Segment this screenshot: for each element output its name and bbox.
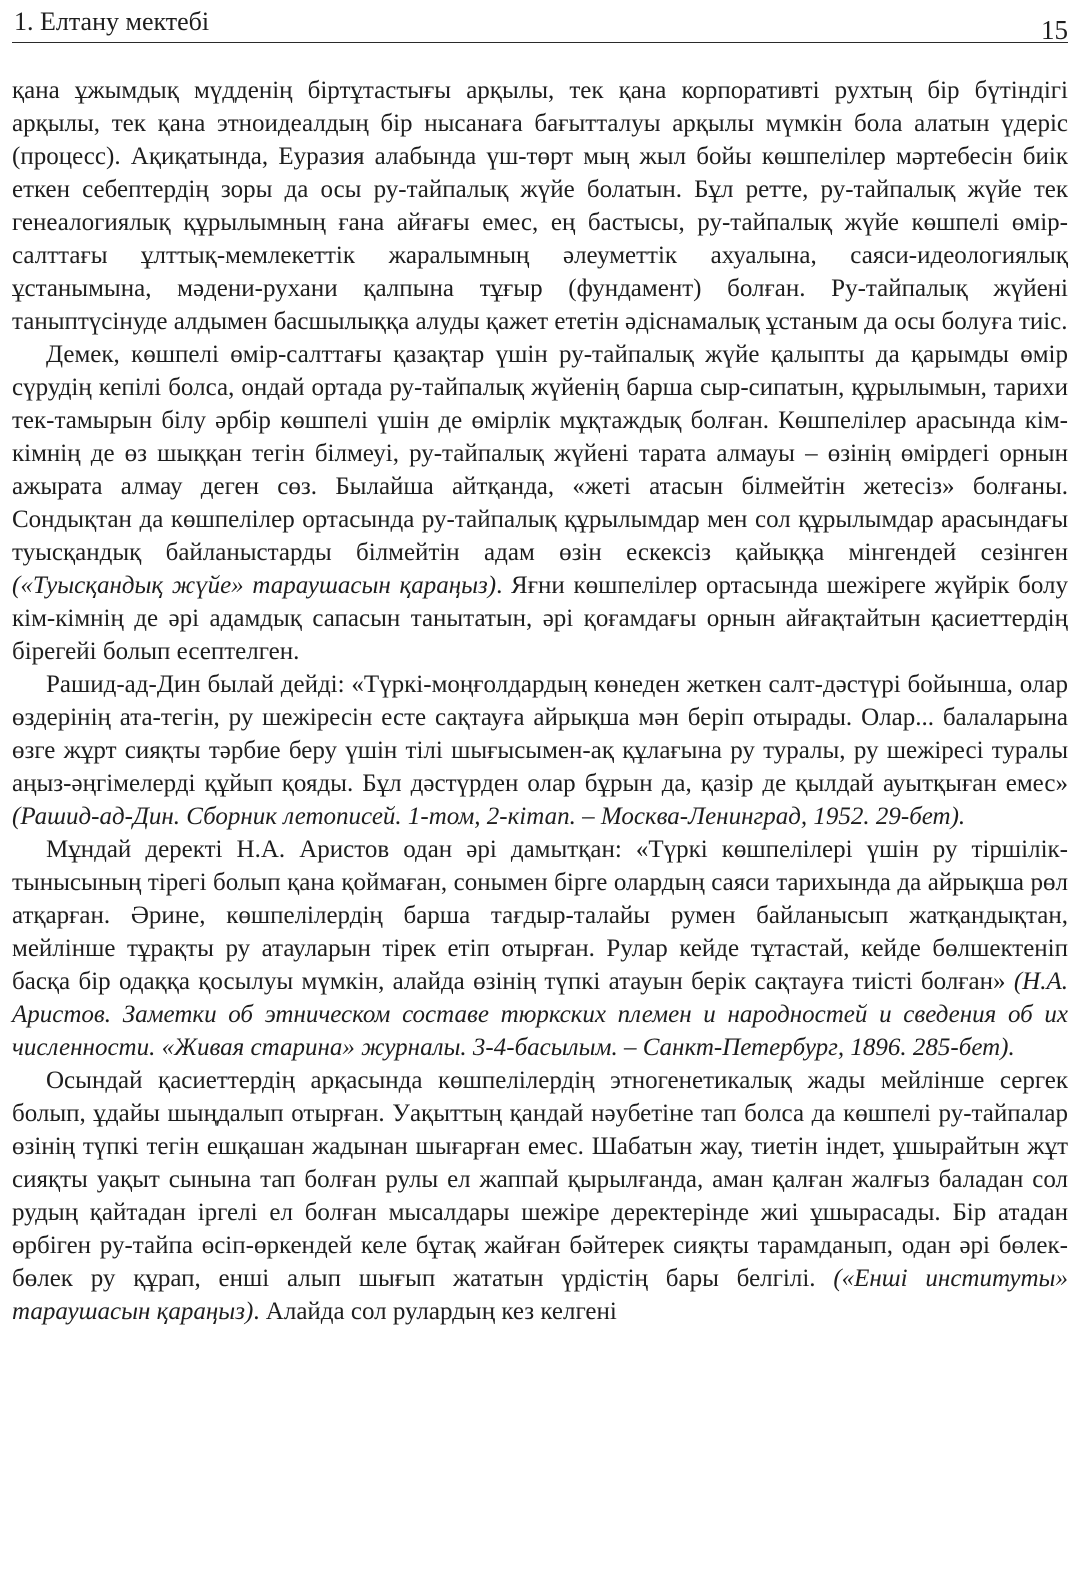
page-number: 15	[1041, 15, 1068, 45]
running-header	[12, 4, 1068, 43]
text-run: Рашид-ад-Дин былай дейді: «Түркі-моңғолдардың көнеден жеткен салт-дәстүрі бойынша, олар өздерінің ата-тегін, ру шежіресін есте сақтауға айрықша мән беріп отырады. Олар... балаларына өзге жұрт сияқты тәрбие беру үшін тілі шығысымен-ақ құлағына ру туралы, ру шежіресі туралы аңыз-әңгімелерді құйып қояды. Бұл дәстүрден олар бұрын да, қазір де қылдай ауытқыған емес»	[12, 671, 1068, 797]
text-run: Мұндай деректі Н.А. Аристов одан әрі дамытқан: «Түркі көшпелілері үшін ру тіршілік-тынысының тірегі болып қана қоймаған, сонымен бірге олардың саяси тарихында да айрықша рөл атқарған. Әрине, көшпелілердің барша тағдыр-талайы румен байланысып жатқандықтан, мейлінше тұрақты ру атауларын тірек етіп отырған. Рулар кейде тұтастай, кейде бөлшектеніп басқа бір одаққа қосылуы мүмкін, алайда өзінің түпкі атауын берік сақтауға тиісті болған»	[12, 836, 1068, 995]
citation: (Н.А. Аристов. Заметки об этническом составе тюркских племен и народностей и сведения об их численности. «Живая старина» журналы. 3-4-басылым. – Санкт-Петербург, 1896. 285-бет).	[12, 968, 1068, 1061]
text-run: . Алайда сол рулардың кез келгені	[253, 1298, 617, 1325]
paragraph	[12, 338, 1068, 668]
citation: (Рашид-ад-Дин. Сборник летописей. 1-том, 2-кітап. – Москва-Ленинград, 1952. 29-бет).	[12, 803, 966, 830]
paragraph	[12, 74, 1068, 338]
paragraph	[12, 668, 1068, 833]
paragraph	[12, 833, 1068, 1064]
text-run: Осындай қасиеттердің арқасында көшпелілердің этногенетикалық жады мейлінше сергек болып, ұдайы шыңдалып отырған. Уақыттың қандай нәубетіне тап болса да көшпелі ру-тайпалар өзінің түпкі тегін ешқашан жадынан шығарған емес. Шабатын жау, тиетін індет, ұшырайтын жұт сияқты уақыт сынына тап болған рулы ел жаппай қырылғанда, аман қалған жалғыз баладан сол рудың қайтадан іргелі ел болған мысалдары шежіре деректерінде жиі ұшырасады. Бір атадан өрбіген ру-тайпа өсіп-өркендей келе бұтақ жайған бәйтерек сияқты тарамданып, одан әрі бөлек-бөлек ру құрап, енші алып шығып жататын үрдістің бары белгілі.	[12, 1067, 1068, 1292]
paragraph	[12, 1064, 1068, 1328]
text-run: Демек, көшпелі өмір-салттағы қазақтар үшін ру-тайпалық жүйе қалыпты да қарымды өмір сүрудің кепілі болса, ондай ортада ру-тайпалық жүйенің барша сыр-сипатын, құрылымын, тарихи тек-тамырын білу әрбір көшпелі үшін де өмірлік мұқтаждық болған. Көшпелілер арасында кім-кімнің де өз шыққан тегін білмеуі, ру-тайпалық жүйені тарата алмауы – өзінің өмірдегі орнын ажырата алмау деген сөз. Былайша айтқанда, «жеті атасын білмейтін жетесіз» болғаны. Сондықтан да көшпелілер ортасында ру-тайпалық құрылымдар мен сол құрылымдар арасындағы туысқандық байланыстарды білмейтін адам өзін ескексіз қайыққа мінгендей сезінген	[12, 341, 1068, 566]
cross-reference: («Туысқандық жүйе» тараушасын қараңыз)	[12, 572, 497, 599]
cross-reference: («Енші институты» тараушасын қараңыз)	[12, 1265, 1068, 1325]
text-run: . Яғни көшпелілер ортасында шежіреге жүйрік болу кім-кімнің де әрі адамдық сапасын танытатын, әрі қоғамдағы орнын айғақтайтын қасиеттердің бірегейі болып есептелген.	[12, 572, 1068, 665]
text-run: қана ұжымдық мүдденің біртұтастығы арқылы, тек қана корпоративті рухтың бір бүтіндігі арқылы, тек қана этноидеалдың бір нысанаға бағытталуы арқылы мүмкін бола алатын үдеріс (процесс). Ақиқатында, Еуразия алабында үш-төрт мың жыл бойы көшпелілер мәртебесін биік еткен себептердің зоры да осы ру-тайпалық жүйе болатын. Бұл ретте, ру-тайпалық жүйе тек генеалогиялық құрылымның ғана айғағы емес, ең бастысы, ру-тайпалық жүйе көшпелі өмір-салттағы ұлттық-мемлекеттік жаралымның әлеуметтік ахуалына, саяси-идеологиялық ұстанымына, мәдени-рухани қалпына тұғыр (фундамент) болған. Ру-тайпалық жүйені таныптүсінуде алдымен басшылыққа алуды қажет ететін әдіснамалық ұстаным да осы болуға тиіс.	[12, 77, 1068, 335]
chapter-title: 1. Елтану мектебі	[14, 7, 210, 36]
body-text	[12, 74, 1068, 1328]
